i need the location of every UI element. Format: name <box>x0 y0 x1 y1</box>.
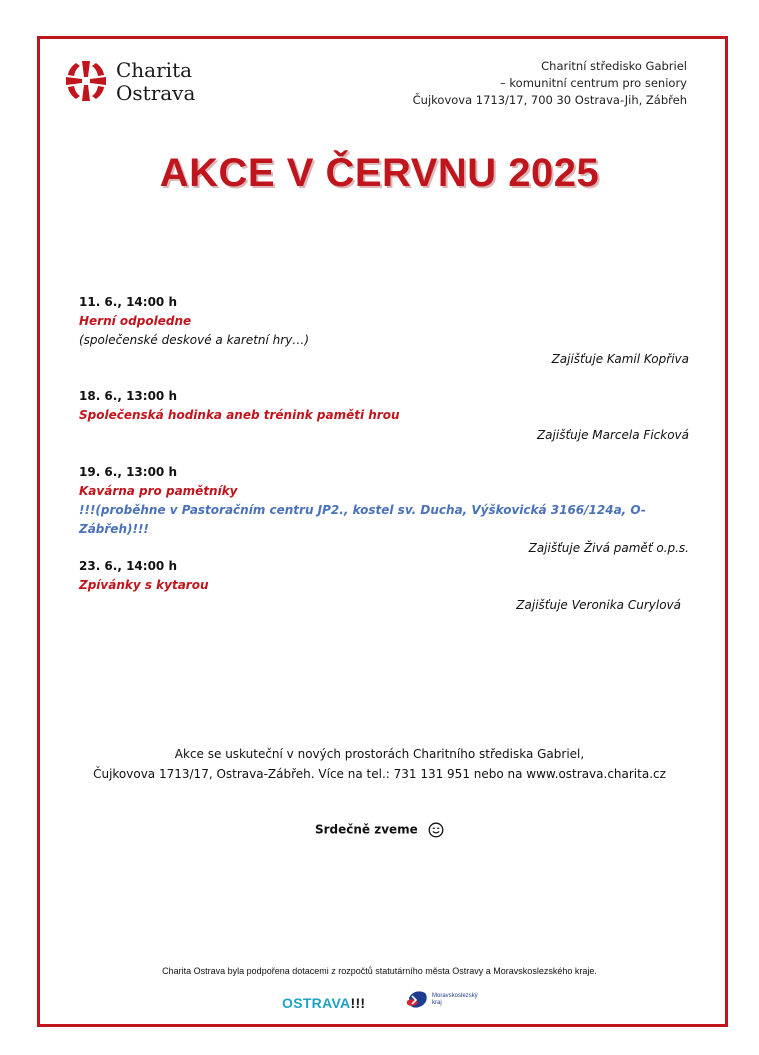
invitation <box>0 822 759 838</box>
event-title: Herní odpoledne <box>79 314 192 328</box>
ostrava-logo-bang: !!! <box>350 995 366 1011</box>
event-date: 11. 6., 14:00 h <box>79 295 177 309</box>
moravskoslezsky-kraj-logo <box>406 988 496 1014</box>
event-subtitle: (společenské deskové a karetní hry…) <box>79 333 310 347</box>
event-date: 23. 6., 14:00 h <box>79 559 177 573</box>
page-title: AKCE V ČERVNU 2025 <box>159 151 600 195</box>
event-date: 19. 6., 13:00 h <box>79 465 177 479</box>
address-line-1: Charitní středisko Gabriel <box>541 59 687 73</box>
event-date: 18. 6., 13:00 h <box>79 389 177 403</box>
event-location-note: !!!(proběhne v Pastoračním centru JP2., kostel sv. Ducha, Výškovická 3166/124a, O-Zábřeh)!!! <box>79 503 646 536</box>
venue-info-line-2: Čujkovova 1713/17, Ostrava-Zábřeh. Více na tel.: 731 131 951 nebo na www.ostrava.charita.cz <box>93 767 666 781</box>
region-logo-text <box>432 993 478 1007</box>
ostrava-city-logo <box>282 995 365 1011</box>
venue-info-line-1: Akce se uskuteční v nových prostorách Charitního střediska Gabriel, <box>174 747 585 761</box>
event-organizer: Zajišťuje Veronika Curylová <box>516 598 681 612</box>
region-logo-line-2: kraj <box>432 1000 442 1006</box>
event-organizer: Zajišťuje Živá paměť o.p.s. <box>528 541 689 555</box>
charita-cross-icon <box>64 59 108 103</box>
venue-info <box>0 744 759 784</box>
event-item <box>79 293 689 369</box>
event-title: Zpívánky s kytarou <box>79 578 209 592</box>
charita-logo-text <box>116 59 195 105</box>
event-organizer: Zajišťuje Kamil Kopřiva <box>551 352 689 366</box>
charita-logo <box>64 59 214 109</box>
region-map-icon <box>406 988 430 1012</box>
event-title: Kavárna pro pamětníky <box>79 484 238 498</box>
event-item <box>79 557 689 615</box>
address-block <box>413 58 687 109</box>
funding-note: Charita Ostrava byla podpořena dotacemi z rozpočtů statutárního města Ostravy a Moravskoslezského kraje. <box>162 966 597 976</box>
logo-line-2: Ostrava <box>116 81 196 105</box>
event-item <box>79 463 689 558</box>
address-line-2: – komunitní centrum pro seniory <box>500 76 687 90</box>
ostrava-logo-text: OSTRAVA <box>282 995 351 1011</box>
address-line-3: Čujkovova 1713/17, 700 30 Ostrava-Jih, Zábřeh <box>412 93 687 107</box>
smiley-icon <box>428 822 444 838</box>
logo-line-1: Charita <box>116 58 193 82</box>
event-item <box>79 387 689 445</box>
event-organizer: Zajišťuje Marcela Ficková <box>536 428 689 442</box>
invitation-text: Srdečně zveme <box>314 822 418 837</box>
event-title: Společenská hodinka aneb trénink paměti hrou <box>79 408 400 422</box>
region-logo-line-1: Moravskoslezský <box>432 993 478 999</box>
